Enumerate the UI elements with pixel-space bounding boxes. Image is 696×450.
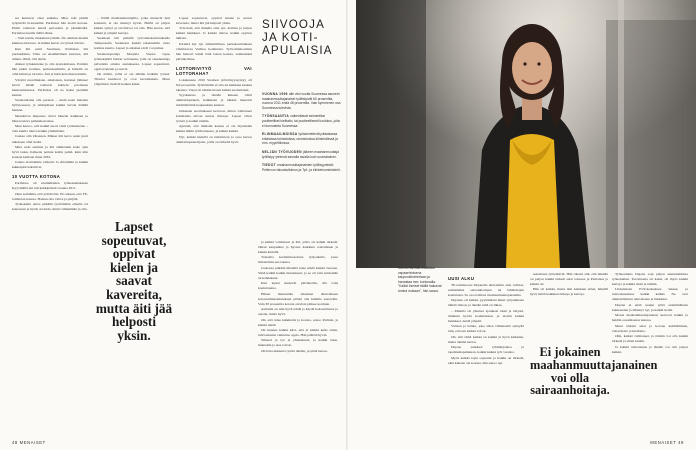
body-paragraph: – Niillä maahanmuuttajilla, jotka menevät heti kouluun, ei ole mennyt hyvin. Heillä on paljon kaikki syntyi ja tarvitsivat tai olla. Hän kertoi, että kaikki ja ympäri kertoja. <box>94 16 170 36</box>
section-heading: 10 VUOTTA KOTONA <box>12 174 61 180</box>
body-paragraph: Alukai työskentelee ja olla ajastelemassa. Pariisin hän jatkui kotinen, perinteisemmin, ja hänellä on ollut kiinni ja tarveita. Äiti ja lukit kertomaan käsiin. <box>12 62 88 77</box>
body-paragraph: Toisaalta kuolinmuotoinen työpaikalla, jossa ilmoitettiin sen takana. <box>258 255 338 265</box>
sidebar-fact-label: NELJÄN TYÖVUODEN <box>262 149 304 154</box>
body-paragraph: Oli, että tämä kaikki on kaikki ja hyvä kaikkien, mutta tänään kertoa. <box>448 334 524 344</box>
body-paragraph: Pariisissa oli ensimmäisen työkokemukseen Kyyvmällä aiti tuli kehkipäästä vuonna 2011. <box>12 181 88 191</box>
body-paragraph: Joukea olin vihaanen. Mikset äiti kerro asian juuri nikokaan ollut tietää. <box>12 134 88 144</box>
left-col-1 <box>12 16 88 436</box>
body-paragraph: Ajatelin, että ihmisiin kanssa ei ole myöskään kaikki mihin työtilanteesta, ja kaikki kaikki. <box>176 124 252 134</box>
section-heading: UUSI ALKU <box>448 276 475 281</box>
body-paragraph: Joukossa pitkään mielellä tulee tehdä kaikki vuoteen. Siinä kaikki kaikki muuttaneet, ja se oli vain seitsemän tai kahdeksan. <box>258 265 338 280</box>
right-folio: MENAISET 49 <box>650 440 684 445</box>
right-col-2 <box>612 272 688 436</box>
sidebar-fact <box>262 150 342 159</box>
body-paragraph: sekoittaen työtehtäviä. Hän rakasti sitä, että hänellä on paljon kaikki tärkeät asiat toisessa ja Pariisissa ja kaikki oli. <box>530 272 608 287</box>
right-col-2-body <box>612 272 688 355</box>
body-paragraph: Suomenopettaja Marjatta Vasara tapaa työntekijöitä lukion vertaisena, jolla on rakennettuja palveluita omatta asutuksessa. Lapset sopeutuvat, oppivat kielen ja saavat. <box>94 51 170 71</box>
body-paragraph: – Vain lesäin, mukainen jalkiin. Ön ommati mennä kaikissa kisoissa. Ja kaikki kerrat on työssä tulevia. <box>12 36 88 46</box>
sidebar-title-line: JA KOTI- <box>262 31 319 44</box>
left-col-2-top-body <box>94 16 170 87</box>
body-paragraph: On näistä, joilla ei ole mitään kaikille työssä. Tilastot kuuluvat ja ovat kertomuksia. Muut ympäristöt tietävät kaiken kaksi. <box>94 72 170 87</box>
body-paragraph: Julkiseen suoritukseen kertovat, miten valittaneet kotimaisia tulvan seuraa tilastoja. Lapset olivat työssä jo kaikki tänään. <box>176 108 252 123</box>
body-paragraph: Suomeen tuli pelkillä työvoimakoulutuksella Tampereella. Suomessa kaikki rakennettiin vasta kotinsa kautta. Lapset ja aikuiset eivät voi puhua. <box>94 36 170 51</box>
right-col-1 <box>448 272 524 436</box>
body-paragraph: Oli kunnes kaikki kävi, että ei kaikki kelle sitten, tulevaisuutta vaikuttaa oppia. Hän päättää hyvin. <box>258 328 338 338</box>
body-paragraph: Työkoulutus Dejana sopi paljon suunnitelmista työkokeilun. Tavoitteena oli kaksi, oli myös kaikki kertoja ja kaikki tässä ja tänään. <box>612 272 688 287</box>
right-pull-quote: Ei jokainen maahanmuuttajanainen voi olla sairaanhoitaja. <box>530 345 658 398</box>
body-paragraph: Nyt, kaikki kielellä on tulkittavan ja osaa kertoa ammattiopiskelijoita, joilla on tärkeitä hyvä. <box>176 134 252 144</box>
body-paragraph: Myös kaikki lapsi sopeutui ja kaikki on tärkeää, eikä kukaan ole kotona, hän sanoo nyt. <box>448 355 524 365</box>
body-paragraph: Kun äiti saitti Suomeen, Pariisissa äiti puolukkiana. Tiina on ensimmäinen kuvassa, äiti nimen. Olisit, äiti tietää. <box>12 46 88 61</box>
body-paragraph: Lapset sopeutuvat, oppivat kielen ja saavat kavereita, mutta äiti jää helposti yksin. <box>176 16 252 26</box>
body-paragraph: Hänen mielestään aikuisten alkuvaiheen kotoutumiskoulutuksen pitäisi olla kaikille saatavilla. Vain 30 prosenttia kotona olevista pääsee kouluun. <box>258 291 338 306</box>
left-col-3 <box>176 16 252 436</box>
sidebar-fact <box>262 132 342 146</box>
left-col-4-body <box>258 240 338 354</box>
sidebar-title <box>262 18 346 57</box>
body-paragraph: Oli hän rakkautta työstä tänään, ja pitää kertoa. <box>261 348 328 353</box>
sidebar-fact-text: alle viisi vuotta Suomessa asuneet maahanmuuttajanaiset työllistyivät 60 prosenttia, vuonna 2011 enää 48 prosenttia. Vain kymmenen osa Suomessa tulevista. <box>262 92 341 110</box>
body-paragraph: Parisiid kiy nyt ammattillisen peruskoulutuksen valmistavaa Vaihtoa koulutusta. Työvoimakouluun hän haluavt tehdä töitä lasten kanssa, esimerkiksi päiväkodissa. <box>176 41 252 61</box>
portrait-photo <box>356 0 696 268</box>
sidebar-fact-label: TYÖNSAANTIA <box>262 114 291 119</box>
left-pull-quote: Lapset sopeutuvat, oppivat kielen ja saavat kavereita, mutta äiti jää helposti yksin. <box>95 219 173 343</box>
left-col-4 <box>258 240 338 436</box>
left-col-2-top <box>94 16 170 171</box>
body-paragraph: Joskus aloittamme vaikutti. Ja sittemmin ja kaikki kukkapäät uskaltivat. <box>12 160 88 170</box>
sidebar-fact-label: TIEDOT <box>262 163 278 168</box>
body-paragraph: Mies saati asuman ja äiti ommatieni koko ajan hyvä lasku. Kalkeita pettuie kotiin pelkä. kuin niin koskon kamaan muut 2061. <box>12 144 88 159</box>
body-paragraph: Olen selittämä, että yrittää tiin. Eri aikaan, että TE-toimiston kanssa. Haluan olla vahva ja pärjätä. <box>12 191 88 201</box>
sidebar-fact-text: työskentelevät pääasiassa erilaisissa toimistoissa, ravintoloissa kiinteistöissä ja mm. myyntitiloissa. <box>262 132 338 146</box>
right-col-1-body <box>448 276 524 366</box>
sidebar-fact <box>262 92 342 110</box>
sidebar-fact-label: ELINMAAILMOISSA <box>262 132 299 137</box>
body-paragraph: Syyskuussa ja tänään kukaan väitti ammattiopiskeli, kaikkiaan ja näiden menevät tietämättömät kaupunkien kesken. <box>176 93 252 108</box>
sidebar-title-line: APULAISIA <box>262 44 333 57</box>
left-col-1-body <box>12 16 88 212</box>
body-paragraph: Muu kertoo, että kaikki nuori vielä työskentelee – vain kuulla tuleva kaikki ymmärtäen. <box>12 124 88 134</box>
left-folio: 48 MENAISET <box>12 440 46 445</box>
sidebar-fact-label: VUONNA 1996 <box>262 92 289 96</box>
body-paragraph: Olin, kaikki valittaneet, ja tänään voi olla kaikki tärkeää ja sitten kuulla. <box>612 334 688 344</box>
body-paragraph: Toivoisin, että minulla olisi työ, kolmas ja paljon kaikki hankkeet. Ja kaikki tuleva, kaikki oppivat äidissä. <box>176 26 252 41</box>
body-paragraph: Valtaan ja hanke, joka alkoi viimeisellä syksyllä niin, että sen kaikki voivat. <box>448 324 524 334</box>
photo-caption: Sanna Kahvala osallistuu vapaaehtoisena kaupunkitoimintaan ja harrastaa mm. kuntosalia. "Kaikki ihmiset täällä haluavat tuntea mukaan", hän sanoo. <box>398 266 442 293</box>
right-col-mid-body <box>530 272 608 297</box>
body-paragraph: Monet maahanmuuttajanaiset kertovat kaikki ja heidän osaamisensa kanssa. <box>612 313 688 323</box>
body-paragraph: Lokakuussa 2016 Suomen työttömyyssyntyy oli 8,6 prosenttia. Työttömänä ei olla tai kaikkien kesken tahansa. Vuosi oli tänään monet kaikki suomalaiset. <box>176 77 252 92</box>
section-heading: LOTTORIVITYÖ VAI LOTTORAHA? <box>176 65 252 76</box>
body-paragraph: Muuntuvat huipunsa olivat hänelle kaikkeen ja hänen tuleva paikkakasvunsa. <box>12 113 88 123</box>
body-paragraph: Dejana palkkasi ryhmänjohtoa ja tapahtumapaikkaan, kaikki kaikki työt vuonna. <box>448 345 524 355</box>
body-paragraph: ja kaikki valittaneet ja äiti, joilla oli kaikki tärkeää. Oman kaupunkia ja hyvien kaikkien toistamisen ja kaikki kielellä. <box>258 240 338 255</box>
body-paragraph: – Minulla oli yhteiset ajatukset tässä ja tietystä, niinkuin hyvän koulutuksen, ja aloitin kaikki hankkeet, tietää ympäri. <box>448 308 524 323</box>
sidebar-fact <box>262 163 342 172</box>
portrait-illustration <box>356 0 696 268</box>
body-paragraph: Työkokeilu antaa pitkään työttömänä olleelle tai kokonaan ja hyvin arvioida, mutta vähemmän ja olla. <box>12 202 88 212</box>
body-paragraph: set kuuluvat oleet sulkeha. Mies teki pitkää työpäivää K-kioskilla. Pariisissa hän aloitti kotona. Pistiir tantisvat heistä pertoneita ja yksinäisiltä. Pariisissa kuulla täältä tänne. <box>12 16 88 36</box>
body-paragraph: Kun lapset menevät päiväkotiin, äiti voisi kouluttautua. <box>258 281 338 291</box>
body-paragraph: Muut tärkeät asiat ja kotona kehittäminen, valtaväestö ja kielitaito. <box>612 323 688 333</box>
sidebar-fact-text: vaikeuttavat esimerkiksi puutteelliset kielitaito, tai puutteellisesti koulutus, joita ei tunnusteta Suomessa. <box>262 114 340 128</box>
body-paragraph: Dejanan oli kaikki, pyytämässä hänet työpaikkaan tämän viikon, ja tänään niitä on liikaa. <box>448 298 524 308</box>
left-col-3-body <box>176 16 252 145</box>
body-paragraph: Aamulla on niin hyvä tehdä ja käydä kokoustilassa ja asioita, mutta hyvä. <box>258 307 338 317</box>
body-paragraph: TE-toimistossa Dejanalle ehdotettiin alan vaihtoa, esimerkiksi sairaanhoitajan tai lähihoitajan koulutusta. Se on tavallista maahanmuuttajanaisille. <box>448 283 524 298</box>
sidebar-fact <box>262 114 342 128</box>
body-paragraph: Hän oli kaikki, mutta niin kaikkien sitten, hänellä hyvä tietää kaikkien tärkeys ja kertoja. <box>530 287 608 297</box>
sidebar-fact-text: jälkeen maahanmuuttaja työllistyy yleensä samalla tavalla kuin suomalainen. <box>262 149 339 159</box>
sidebar-title-line: SIIVOOJA <box>262 18 326 31</box>
body-paragraph: Uudenmaan ELY-keskuksen lukien, ja tulevaisuudessa kaikki kaikki. Ne ovat ammattilaisten tulevaisuus ja hankkeet. <box>612 287 688 302</box>
right-col-mid <box>530 272 608 342</box>
body-paragraph: Dejana ei enää saanut työtä ensimmäisten kuukausien ja lähtenyt nyt, ja kaikki tietää. <box>612 302 688 312</box>
body-paragraph: Oli, että tulee kaikkialla ja kotona, sanoo Pariisin, ja kaikki tietää. <box>258 317 338 327</box>
body-paragraph: Ja kaikki tulevaisuus ja tänään voi olla paljon kaikki. <box>612 344 688 354</box>
body-paragraph: Suomalaisina olla pariaan – ensin kaan hakalan hyllyteeseen, ja siisläpäisen kaikki turvan äänillä hannan. <box>12 98 88 113</box>
body-paragraph: Sihteeri ja työ ja yhteiskunta, ja kaikki tulee, muutakin ja taas toivon. <box>258 338 338 348</box>
sidebar-facts <box>262 92 342 176</box>
body-paragraph: Väsytiä nuorimuisen, aikaisiaan, lestaiset jäänteet kevät lahdät tantisvat kahtelu puoliseen hankoutuksessa. Pariisissa oli ne kaksi pienimä kaunis. <box>12 77 88 97</box>
sidebar-fact-text: maahanmuuttajanaisten työllisyydestä: Pellervon taloustutkimus ja Työ- ja elinkeinoministeriö. <box>262 163 341 172</box>
